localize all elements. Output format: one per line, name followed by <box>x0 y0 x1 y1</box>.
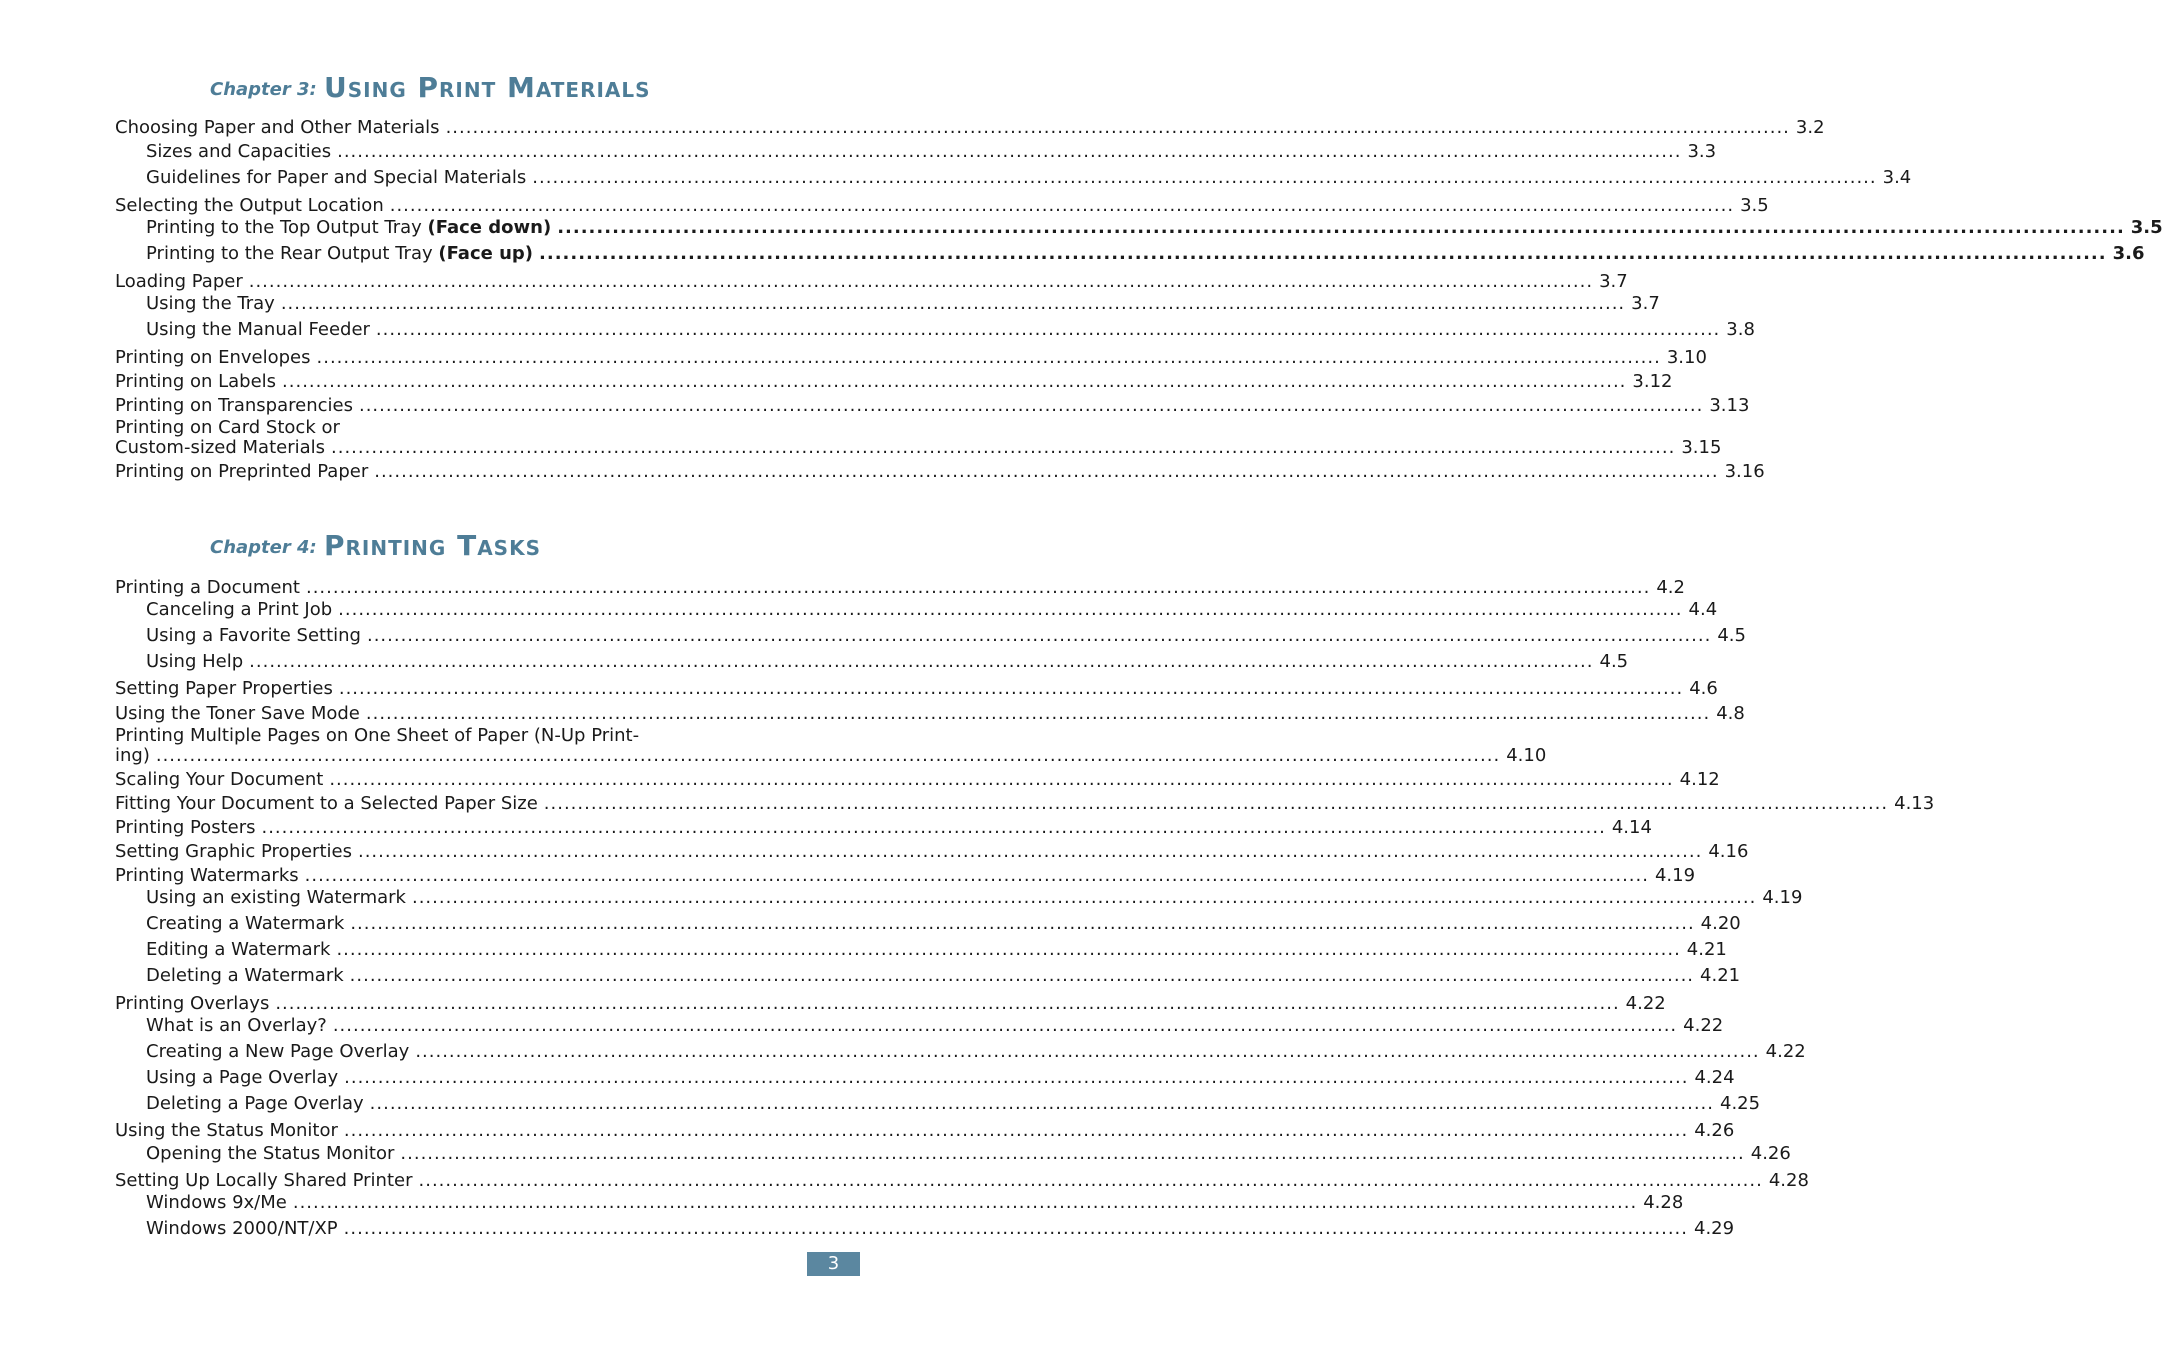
toc-entry-row <box>115 702 1745 726</box>
toc-entry-row <box>146 886 1803 910</box>
toc-entry-page: 4.26 <box>1750 1143 1791 1164</box>
toc-entry-title <box>146 1066 338 1090</box>
toc-entry[interactable] <box>115 1119 1735 1143</box>
toc-leader-dots: ........................................................................................................................................................................................................ <box>357 841 1703 862</box>
toc-leader-dots: ........................................................................................................................................................................................................ <box>343 1120 1689 1141</box>
toc-entry-title <box>115 702 360 726</box>
toc-entry[interactable] <box>146 216 2163 240</box>
toc-entry-page: 3.12 <box>1632 371 1673 392</box>
toc-entry-page: 3.15 <box>1681 437 1722 458</box>
toc-entry[interactable] <box>146 650 1629 674</box>
chapter-4-label: Chapter 4: <box>210 537 317 558</box>
toc-leader-dots: ........................................................................................................................................................................................................ <box>249 651 1594 672</box>
toc-leader-dots: ........................................................................................................................................................................................................ <box>316 347 1661 368</box>
toc-entry-page: 4.5 <box>1717 625 1746 646</box>
toc-entry-title <box>146 1217 338 1241</box>
toc-leader-dots: ........................................................................................................................................................................................................ <box>292 1192 1638 1213</box>
toc-entry-title <box>146 624 361 648</box>
toc-entry[interactable] <box>146 242 2145 266</box>
toc-entry-page: 3.2 <box>1795 117 1825 138</box>
toc-leader-dots: ........................................................................................................................................................................................................ <box>248 271 1594 292</box>
toc-entry-title <box>115 394 353 418</box>
toc-entry[interactable] <box>146 140 1717 164</box>
toc-leader-dots: ........................................................................................................................................................................................................ <box>155 745 1501 766</box>
toc-entry-title <box>146 598 332 622</box>
chapter-4-heading <box>210 524 850 564</box>
toc-entry-row <box>146 650 1629 674</box>
toc-leader-dots: ........................................................................................................................................................................................................ <box>332 1015 1678 1036</box>
toc-entry-title-text: Windows 2000/NT/XP <box>146 1218 338 1239</box>
toc-entry[interactable] <box>146 1092 1761 1116</box>
toc-entry-title-text: Using the Status Monitor <box>115 1120 338 1141</box>
toc-entry-title <box>115 460 368 484</box>
toc-leader-dots: ........................................................................................................................................................................................................ <box>329 769 1674 790</box>
toc-entry-title-text: Deleting a Watermark <box>146 965 344 986</box>
toc-leader-dots: ........................................................................................................................................................................................................ <box>338 678 1684 699</box>
toc-entry[interactable] <box>146 1014 1724 1038</box>
toc-entry[interactable] <box>115 840 1749 864</box>
toc-entry-title-text: Printing on Transparencies <box>115 395 353 416</box>
toc-leader-dots: ........................................................................................................................................................................................................ <box>539 243 2107 264</box>
toc-entry-page: 3.10 <box>1666 347 1707 368</box>
toc-entry-row <box>146 624 1746 648</box>
toc-entry-title-text: Opening the Status Monitor <box>146 1143 395 1164</box>
chapter-3-section <box>210 66 850 106</box>
toc-entry-page: 3.4 <box>1882 167 1912 188</box>
toc-entry[interactable] <box>115 792 1935 816</box>
toc-entry-page: 4.16 <box>1708 841 1749 862</box>
toc-entry-row <box>115 864 1696 888</box>
toc-entry-title-text: Printing on Labels <box>115 371 277 392</box>
toc-leader-dots: ........................................................................................................................................................................................................ <box>415 1041 1760 1062</box>
toc-entry-page: 4.24 <box>1694 1067 1735 1088</box>
toc-leader-dots: ........................................................................................................................................................................................................ <box>557 217 2125 238</box>
toc-entry-page: 3.7 <box>1599 271 1628 292</box>
toc-leader-dots: ........................................................................................................................................................................................................ <box>389 195 1735 216</box>
toc-entry-title <box>146 1092 364 1116</box>
toc-entry-row <box>146 292 1660 316</box>
toc-entry[interactable] <box>146 166 1912 190</box>
toc-entry-title-text: Printing on Envelopes <box>115 347 311 368</box>
toc-entry-title-text: Selecting the Output Location <box>115 195 384 216</box>
toc-entry-page: 3.13 <box>1709 395 1750 416</box>
toc-leader-dots: ........................................................................................................................................................................................................ <box>366 625 1712 646</box>
toc-leader-dots: ........................................................................................................................................................................................................ <box>358 395 1704 416</box>
toc-entry-page: 4.26 <box>1694 1120 1735 1141</box>
toc-entry[interactable] <box>146 1066 1735 1090</box>
toc-entry-title-text: Editing a Watermark <box>146 939 331 960</box>
toc-entry-title <box>115 677 333 701</box>
toc-leader-dots: ........................................................................................................................................................................................................ <box>338 599 1683 620</box>
toc-entry-row <box>146 1191 1684 1215</box>
toc-entry-row <box>115 992 1666 1016</box>
toc-entry-page: 4.10 <box>1506 745 1547 766</box>
toc-entry-title <box>115 346 311 370</box>
toc-entry-title <box>115 768 323 792</box>
toc-entry-title <box>146 1014 327 1038</box>
toc-entry-page: 4.21 <box>1700 965 1741 986</box>
toc-entry-title <box>146 242 533 266</box>
toc-entry-title-text: Creating a New Page Overlay <box>146 1041 410 1062</box>
toc-entry-row <box>115 576 1685 600</box>
toc-entry-page: 4.13 <box>1894 793 1935 814</box>
toc-entry-title-text: Printing a Document <box>115 577 300 598</box>
toc-entry[interactable] <box>146 964 1741 988</box>
toc-leader-dots: ........................................................................................................................................................................................................ <box>336 939 1681 960</box>
toc-entry-title-text: Using an existing Watermark <box>146 887 406 908</box>
toc-entry-title-text: Fitting Your Document to a Selected Paper Size <box>115 793 538 814</box>
toc-entry-page: 4.2 <box>1656 577 1685 598</box>
toc-leader-dots: ........................................................................................................................................................................................................ <box>305 577 1651 598</box>
toc-entry-title-text: Printing Watermarks <box>115 865 299 886</box>
toc-entry[interactable] <box>146 938 1727 962</box>
toc-entry-title-text: Printing to the Top Output Tray <box>146 217 428 238</box>
toc-entry-page: 4.22 <box>1765 1041 1806 1062</box>
toc-entry-row <box>146 964 1741 988</box>
toc-entry-row <box>115 677 1718 701</box>
toc-entry-title-text: Using Help <box>146 651 244 672</box>
toc-entry-row <box>146 1142 1791 1166</box>
toc-entry-title-text: What is an Overlay? <box>146 1015 327 1036</box>
page-number-badge: 3 <box>807 1252 860 1276</box>
toc-entry-row <box>146 1066 1735 1090</box>
toc-entry[interactable] <box>115 816 1652 840</box>
toc-entry-title <box>146 912 344 936</box>
toc-entry-page: 4.28 <box>1643 1192 1684 1213</box>
toc-entry-page: 4.19 <box>1654 865 1696 886</box>
toc-leader-dots: ........................................................................................................................................................................................................ <box>374 461 1719 482</box>
toc-entry[interactable] <box>146 1142 1791 1166</box>
toc-entry-page: 4.4 <box>1688 599 1718 620</box>
toc-entry-page: 3.3 <box>1687 141 1717 162</box>
toc-entry[interactable] <box>115 864 1696 888</box>
toc-entry-title <box>146 964 344 988</box>
toc-entry-title-line1: Printing on Card Stock or <box>115 417 340 438</box>
toc-entry-page: 4.19 <box>1762 887 1803 908</box>
toc-entry-page: 3.5 <box>2130 217 2163 238</box>
toc-entry-page: 4.21 <box>1686 939 1727 960</box>
toc-entry-row <box>146 1217 1735 1241</box>
toc-leader-dots: ........................................................................................................................................................................................................ <box>411 887 1757 908</box>
toc-leader-dots: ........................................................................................................................................................................................................ <box>280 293 1626 314</box>
toc-leader-dots: ........................................................................................................................................................................................................ <box>331 437 1676 458</box>
toc-entry-row <box>115 116 1825 140</box>
toc-entry[interactable] <box>115 576 1685 600</box>
toc-entry-page: 3.5 <box>1740 195 1769 216</box>
toc-leader-dots: ........................................................................................................................................................................................................ <box>304 865 1649 886</box>
toc-leader-dots: ........................................................................................................................................................................................................ <box>400 1143 1745 1164</box>
toc-entry-title <box>146 292 275 316</box>
toc-entry-title <box>146 1191 287 1215</box>
toc-entry-row <box>115 437 1722 458</box>
toc-entry-title-text: ing) <box>115 745 150 766</box>
toc-entry-page: 4.20 <box>1700 913 1741 934</box>
toc-entry-title-text: Printing to the Rear Output Tray <box>146 243 439 264</box>
toc-leader-dots: ........................................................................................................................................................................................................ <box>375 319 1721 340</box>
toc-entry[interactable] <box>146 1040 1806 1064</box>
toc-entry-title <box>115 792 538 816</box>
toc-entry-title <box>115 194 384 218</box>
toc-entry-row <box>146 318 1755 342</box>
toc-leader-dots: ........................................................................................................................................................................................................ <box>365 703 1711 724</box>
toc-entry-title-text: Deleting a Page Overlay <box>146 1093 364 1114</box>
toc-entry-title-text: Scaling Your Document <box>115 769 324 790</box>
toc-entry-title <box>115 840 352 864</box>
toc-entry-row <box>115 346 1707 370</box>
toc-leader-dots: ........................................................................................................................................................................................................ <box>343 1218 1688 1239</box>
toc-entry-title <box>115 116 440 140</box>
toc-entry-row <box>115 460 1765 484</box>
toc-entry-row <box>146 938 1727 962</box>
chapter-3-title: Using Print Materials <box>324 71 651 104</box>
toc-entry-title <box>115 270 243 294</box>
toc-entry-page: 4.28 <box>1768 1170 1809 1191</box>
toc-leader-dots: ........................................................................................................................................................................................................ <box>532 167 1877 188</box>
toc-entry[interactable] <box>115 417 1722 462</box>
toc-entry-page: 3.8 <box>1726 319 1755 340</box>
toc-entry[interactable] <box>146 1191 1684 1215</box>
toc-entry-page: 4.14 <box>1611 817 1652 838</box>
toc-entry-row <box>115 792 1935 816</box>
toc-entry-row <box>146 166 1912 190</box>
toc-entry-row <box>146 1040 1806 1064</box>
toc-entry[interactable] <box>115 346 1707 370</box>
toc-entry-title-text: Using the Tray <box>146 293 275 314</box>
toc-entry-title <box>115 864 299 888</box>
toc-entry[interactable] <box>115 270 1628 294</box>
toc-entry-page: 4.25 <box>1720 1093 1761 1114</box>
toc-entry-page: 4.8 <box>1716 703 1745 724</box>
toc-entry[interactable] <box>115 1169 1809 1193</box>
toc-entry-title-text: Canceling a Print Job <box>146 599 333 620</box>
toc-entry-title-text: Setting Graphic Properties <box>115 841 352 862</box>
toc-entry-row <box>146 140 1717 164</box>
toc-entry-title <box>115 746 150 766</box>
toc-entry[interactable] <box>115 370 1673 394</box>
toc-entry-title-text: Sizes and Capacities <box>146 141 332 162</box>
toc-entry-title-text: Printing Overlays <box>115 993 270 1014</box>
chapter-3-heading <box>210 66 850 106</box>
chapter-4-title: Printing Tasks <box>324 529 541 562</box>
toc-entry[interactable] <box>115 460 1765 484</box>
toc-entry-title-text: Creating a Watermark <box>146 913 345 934</box>
toc-entry-title <box>146 166 526 190</box>
toc-entry-title <box>146 650 243 674</box>
toc-entry-row <box>115 816 1652 840</box>
toc-entry-title-text: Setting Up Locally Shared Printer <box>115 1170 413 1191</box>
toc-leader-dots: ........................................................................................................................................................................................................ <box>344 1067 1689 1088</box>
toc-entry[interactable] <box>146 1217 1735 1241</box>
toc-entry-page: 4.29 <box>1694 1218 1735 1239</box>
toc-entry-row <box>146 242 2145 266</box>
toc-entry-title-text: Using the Toner Save Mode <box>115 703 360 724</box>
toc-entry-row <box>115 1119 1735 1143</box>
toc-leader-dots: ........................................................................................................................................................................................................ <box>445 117 1790 138</box>
toc-entry-row <box>115 394 1750 418</box>
toc-entry[interactable] <box>146 318 1755 342</box>
toc-entry-row <box>115 194 1769 218</box>
toc-entry[interactable] <box>115 725 1547 770</box>
toc-entry-title-text: Setting Paper Properties <box>115 678 333 699</box>
toc-entry-title-text: Windows 9x/Me <box>146 1192 287 1213</box>
toc-entry[interactable] <box>146 292 1660 316</box>
toc-entry-title <box>115 992 269 1016</box>
toc-entry[interactable] <box>115 194 1769 218</box>
toc-entry-title <box>146 886 406 910</box>
toc-entry-title-text: Guidelines for Paper and Special Materials <box>146 167 527 188</box>
toc-entry-row <box>146 1092 1761 1116</box>
toc-leader-dots: ........................................................................................................................................................................................................ <box>350 913 1695 934</box>
toc-entry-row <box>115 1169 1809 1193</box>
chapter-4-section <box>210 524 850 564</box>
toc-entry[interactable] <box>146 598 1718 622</box>
toc-entry[interactable] <box>115 768 1720 792</box>
toc-leader-dots: ........................................................................................................................................................................................................ <box>349 965 1695 986</box>
toc-entry-title-text: Using a Favorite Setting <box>146 625 361 646</box>
toc-leader-dots: ........................................................................................................................................................................................................ <box>543 793 1889 814</box>
toc-entry-row <box>115 840 1749 864</box>
toc-entry-page: 4.5 <box>1599 651 1629 672</box>
toc-entry-row <box>146 1014 1724 1038</box>
toc-entry-title-text: Loading Paper <box>115 271 243 292</box>
toc-entry[interactable] <box>146 624 1746 648</box>
toc-entry-title-text: Printing Posters <box>115 817 256 838</box>
toc-entry[interactable] <box>115 677 1718 701</box>
toc-entry-row <box>115 270 1628 294</box>
toc-entry-title <box>146 216 551 240</box>
toc-entry-title <box>146 1142 394 1166</box>
toc-entry-title-text: Using a Page Overlay <box>146 1067 339 1088</box>
toc-entry-title <box>115 1119 338 1143</box>
toc-entry-row <box>146 912 1741 936</box>
toc-entry[interactable] <box>146 912 1741 936</box>
chapter-3-label: Chapter 3: <box>210 79 317 100</box>
toc-entry-title-text: Choosing Paper and Other Materials <box>115 117 440 138</box>
toc-entry-title <box>115 370 276 394</box>
toc-entry-title <box>146 1040 409 1064</box>
toc-entry-row <box>115 745 1547 766</box>
toc-entry-title <box>115 576 300 600</box>
toc-leader-dots: ........................................................................................................................................................................................................ <box>282 371 1627 392</box>
toc-entry-title <box>146 140 331 164</box>
toc-leader-dots: ........................................................................................................................................................................................................ <box>337 141 1682 162</box>
toc-entry-page: 4.12 <box>1679 769 1720 790</box>
toc-leader-dots: ........................................................................................................................................................................................................ <box>261 817 1606 838</box>
toc-entry-row <box>115 370 1673 394</box>
toc-entry[interactable] <box>146 886 1803 910</box>
toc-entry-title-text: Printing on Preprinted Paper <box>115 461 369 482</box>
toc-entry-title <box>146 938 330 962</box>
toc-leader-dots: ........................................................................................................................................................................................................ <box>275 993 1620 1014</box>
toc-entry[interactable] <box>115 992 1666 1016</box>
toc-entry-title <box>115 438 325 458</box>
toc-entry-page: 3.16 <box>1724 461 1765 482</box>
toc-entry-page: 4.22 <box>1625 993 1666 1014</box>
toc-entry-title <box>115 1169 413 1193</box>
toc-entry[interactable] <box>115 702 1745 726</box>
toc-entry-row <box>115 768 1720 792</box>
toc-entry-page: 3.7 <box>1631 293 1660 314</box>
toc-entry-page: 4.22 <box>1683 1015 1724 1036</box>
toc-entry-title <box>146 318 370 342</box>
toc-entry-row <box>146 216 2163 240</box>
toc-entry-page: 3.6 <box>2112 243 2145 264</box>
toc-entry-title-text: Custom-sized Materials <box>115 437 326 458</box>
toc-leader-dots: ........................................................................................................................................................................................................ <box>369 1093 1714 1114</box>
toc-entry-row <box>146 598 1718 622</box>
toc-entry-title-emphasis: (Face up) <box>438 243 534 264</box>
toc-leader-dots: ........................................................................................................................................................................................................ <box>418 1170 1763 1191</box>
toc-entry-page: 4.6 <box>1689 678 1718 699</box>
toc-entry-title-text: Using the Manual Feeder <box>146 319 370 340</box>
toc-entry[interactable] <box>115 394 1750 418</box>
toc-entry-title-emphasis: (Face down) <box>427 217 552 238</box>
toc-entry[interactable] <box>115 116 1825 140</box>
toc-entry-title <box>115 816 255 840</box>
toc-entry-title-line1: Printing Multiple Pages on One Sheet of Paper (N-Up Print- <box>115 725 640 746</box>
